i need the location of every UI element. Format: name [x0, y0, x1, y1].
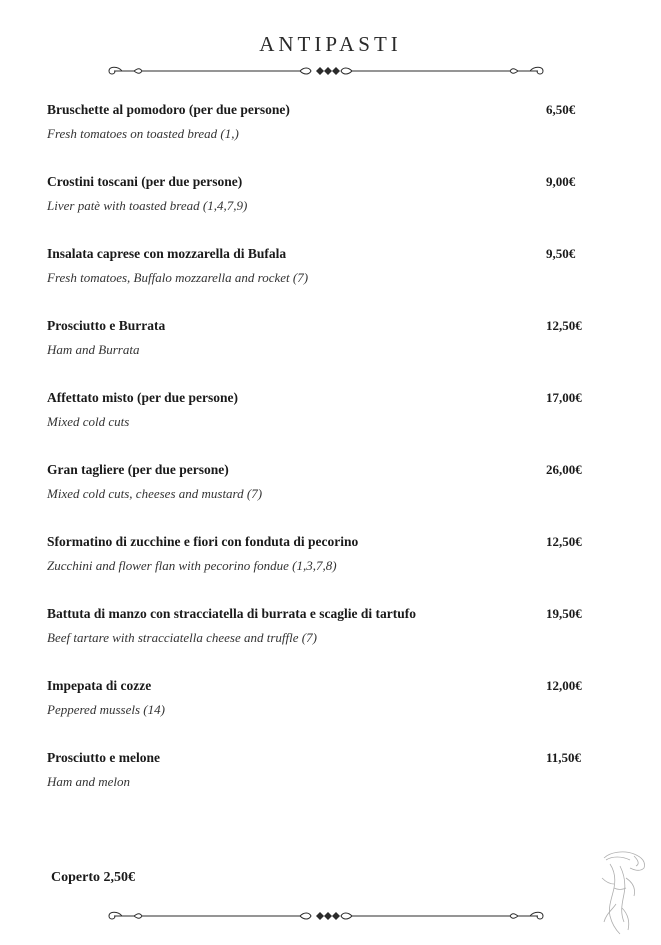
menu-item-name: Prosciutto e Burrata [47, 318, 166, 333]
menu-item-desc: Fresh tomatoes on toasted bread (1,) [47, 126, 239, 141]
menu-item-name: Impepata di cozze [47, 678, 152, 693]
menu-item-desc: Ham and Burrata [47, 342, 140, 357]
menu-item-name: Crostini toscani (per due persone) [47, 174, 243, 189]
menu-item-price: 12,50€ [546, 318, 582, 333]
menu-item-desc: Mixed cold cuts, cheeses and mustard (7) [47, 486, 263, 501]
cover-charge: Coperto 2,50€ [51, 870, 135, 885]
ornamental-divider-icon [104, 63, 548, 79]
menu-item-price: 12,00€ [546, 678, 582, 693]
menu-item-price: 11,50€ [546, 750, 582, 765]
menu-item-price: 9,00€ [546, 174, 576, 189]
menu-item-price: 6,50€ [546, 102, 576, 117]
menu-item-desc: Beef tartare with stracciatella cheese and truffle (7) [47, 630, 317, 645]
figure-sketch-icon [590, 848, 650, 936]
menu-item-desc: Liver patè with toasted bread (1,4,7,9) [47, 198, 248, 213]
menu-item-price: 12,50€ [546, 534, 582, 549]
page-title: ANTIPASTI [259, 32, 402, 56]
menu-item-desc: Ham and melon [47, 774, 131, 789]
menu-item-name: Insalata caprese con mozzarella di Bufala [47, 246, 287, 261]
menu-item-name: Prosciutto e melone [47, 750, 160, 765]
menu-item-price: 26,00€ [546, 462, 582, 477]
menu-item-name: Sformatino di zucchine e fiori con fonduta di pecorino [47, 534, 359, 549]
menu-item-name: Affettato misto (per due persone) [47, 390, 238, 405]
menu-item-price: 19,50€ [546, 606, 582, 621]
menu-item-desc: Peppered mussels (14) [47, 702, 165, 717]
menu-item-desc: Mixed cold cuts [47, 414, 130, 429]
menu-item-name: Battuta di manzo con stracciatella di burrata e scaglie di tartufo [47, 606, 416, 621]
menu-item-desc: Zucchini and flower flan with pecorino fondue (1,3,7,8) [47, 558, 337, 573]
menu-item-name: Bruschette al pomodoro (per due persone) [47, 102, 290, 117]
menu-item-price: 9,50€ [546, 246, 576, 261]
menu-item-name: Gran tagliere (per due persone) [47, 462, 229, 477]
menu-item-price: 17,00€ [546, 390, 582, 405]
menu-item-desc: Fresh tomatoes, Buffalo mozzarella and rocket (7) [47, 270, 309, 285]
ornamental-divider-icon [104, 908, 548, 924]
